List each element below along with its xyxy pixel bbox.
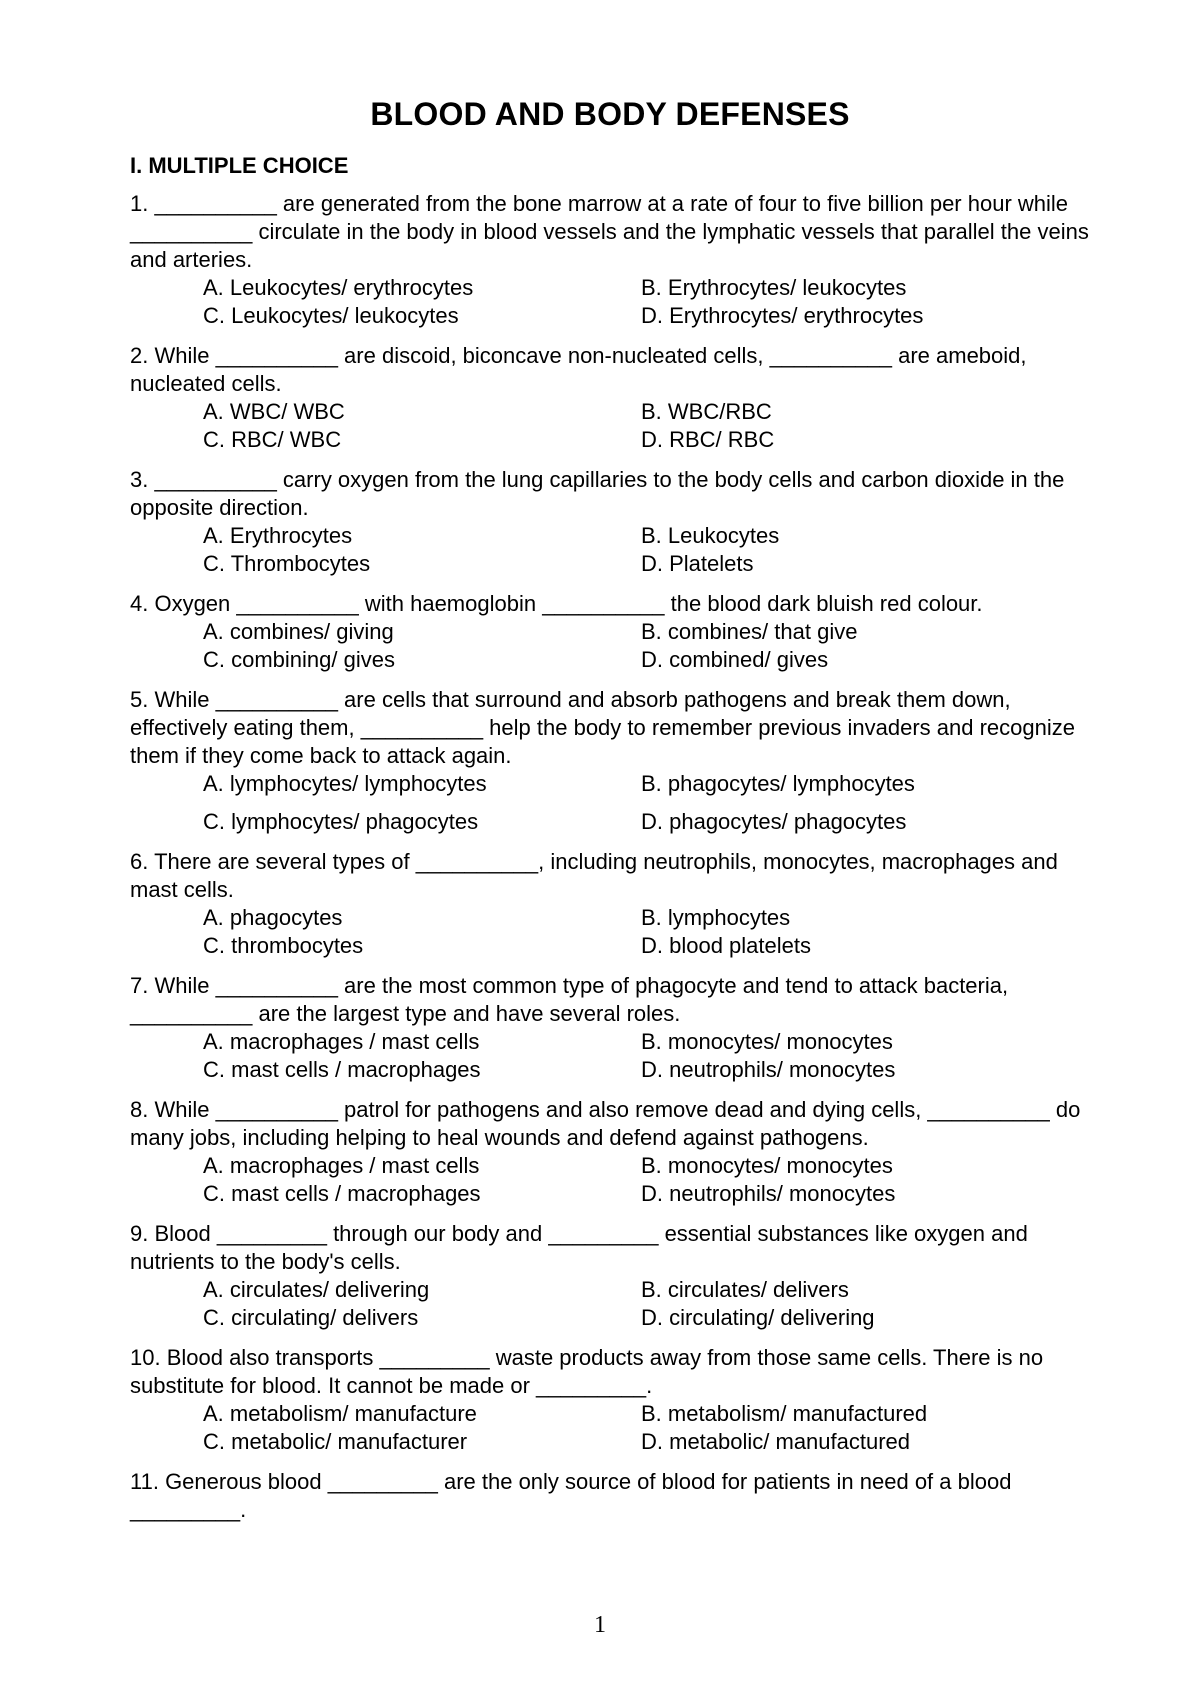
option-b: B. monocytes/ monocytes	[641, 1153, 893, 1178]
question-list	[130, 190, 1090, 1536]
option-grid	[130, 522, 1090, 578]
question-4	[130, 590, 1090, 674]
option-d: D. circulating/ delivering	[641, 1305, 875, 1330]
option-grid	[130, 1400, 1090, 1456]
option-b: B. lymphocytes	[641, 905, 791, 930]
option-b: B. Leukocytes	[641, 523, 780, 548]
option-c: C. combining/ gives	[203, 647, 395, 672]
question-2	[130, 342, 1090, 454]
question-11	[130, 1468, 1090, 1524]
question-stem: 4. Oxygen __________ with haemoglobin __________ the blood dark bluish red colour.	[130, 591, 983, 616]
option-d: D. combined/ gives	[641, 647, 829, 672]
option-a: A. macrophages / mast cells	[203, 1029, 480, 1054]
option-grid	[130, 274, 1090, 330]
option-b: B. circulates/ delivers	[641, 1277, 849, 1302]
option-a: A. lymphocytes/ lymphocytes	[203, 771, 487, 796]
question-7	[130, 972, 1090, 1084]
option-grid	[130, 770, 1090, 836]
page-number: 1	[594, 1612, 606, 1638]
option-b: B. metabolism/ manufactured	[641, 1401, 928, 1426]
option-grid	[130, 1276, 1090, 1332]
question-stem: 3. __________ carry oxygen from the lung capillaries to the body cells and carbon dioxide in the opposite direction.	[130, 467, 1065, 520]
question-6	[130, 848, 1090, 960]
option-b: B. phagocytes/ lymphocytes	[641, 771, 915, 796]
option-grid	[130, 1152, 1090, 1208]
option-d: D. blood platelets	[641, 933, 811, 958]
option-b: B. Erythrocytes/ leukocytes	[641, 275, 907, 300]
question-stem: 10. Blood also transports _________ waste products away from those same cells. There is no substitute for blood. It cannot be made or _________.	[130, 1345, 1044, 1398]
option-d: D. RBC/ RBC	[641, 427, 775, 452]
option-c: C. circulating/ delivers	[203, 1305, 419, 1330]
option-c: C. Leukocytes/ leukocytes	[203, 303, 459, 328]
option-grid	[130, 1028, 1090, 1084]
option-c: C. lymphocytes/ phagocytes	[203, 809, 479, 834]
option-a: A. Erythrocytes	[203, 523, 353, 548]
option-c: C. thrombocytes	[203, 933, 364, 958]
option-b: B. combines/ that give	[641, 619, 858, 644]
option-a: A. macrophages / mast cells	[203, 1153, 480, 1178]
question-5	[130, 686, 1090, 836]
option-d: D. Platelets	[641, 551, 754, 576]
option-d: D. Erythrocytes/ erythrocytes	[641, 303, 924, 328]
option-c: C. RBC/ WBC	[203, 427, 342, 452]
option-b: B. monocytes/ monocytes	[641, 1029, 893, 1054]
option-c: C. Thrombocytes	[203, 551, 371, 576]
option-grid	[130, 904, 1090, 960]
section-heading: I. MULTIPLE CHOICE	[130, 153, 349, 178]
question-1	[130, 190, 1090, 330]
document-title: BLOOD AND BODY DEFENSES	[370, 96, 850, 132]
option-a: A. phagocytes	[203, 905, 343, 930]
question-8	[130, 1096, 1090, 1208]
option-a: A. circulates/ delivering	[203, 1277, 430, 1302]
option-c: C. mast cells / macrophages	[203, 1057, 481, 1082]
option-a: A. metabolism/ manufacture	[203, 1401, 477, 1426]
question-9	[130, 1220, 1090, 1332]
question-stem: 1. __________ are generated from the bone marrow at a rate of four to five billion per hour while __________ circulate in the body in blood vessels and the lymphatic vessels that parallel the veins and arteries.	[130, 191, 1089, 272]
option-b: B. WBC/RBC	[641, 399, 772, 424]
question-stem: 7. While __________ are the most common type of phagocyte and tend to attack bacteria, __________ are the largest type and have several roles.	[130, 973, 1009, 1026]
option-d: D. neutrophils/ monocytes	[641, 1057, 896, 1082]
option-grid	[130, 618, 1090, 674]
question-10	[130, 1344, 1090, 1456]
question-stem: 5. While __________ are cells that surround and absorb pathogens and break them down, effectively eating them, __________ help the body to remember previous invaders and recognize them if they come back to attack again.	[130, 687, 1075, 768]
option-a: A. Leukocytes/ erythrocytes	[203, 275, 474, 300]
option-c: C. metabolic/ manufacturer	[203, 1429, 468, 1454]
question-3	[130, 466, 1090, 578]
option-a: A. combines/ giving	[203, 619, 394, 644]
option-c: C. mast cells / macrophages	[203, 1181, 481, 1206]
question-stem: 2. While __________ are discoid, biconcave non-nucleated cells, __________ are ameboid, nucleated cells.	[130, 343, 1027, 396]
question-stem: 9. Blood _________ through our body and _________ essential substances like oxygen and nutrients to the body's cells.	[130, 1221, 1028, 1274]
option-grid	[130, 398, 1090, 454]
question-stem: 11. Generous blood _________ are the only source of blood for patients in need of a blood _________.	[130, 1469, 1012, 1522]
option-d: D. phagocytes/ phagocytes	[641, 809, 907, 834]
question-stem: 8. While __________ patrol for pathogens and also remove dead and dying cells, __________ do many jobs, including helping to heal wounds and defend against pathogens.	[130, 1097, 1081, 1150]
option-d: D. neutrophils/ monocytes	[641, 1181, 896, 1206]
question-stem: 6. There are several types of __________, including neutrophils, monocytes, macrophages and mast cells.	[130, 849, 1058, 902]
option-d: D. metabolic/ manufactured	[641, 1429, 911, 1454]
option-a: A. WBC/ WBC	[203, 399, 345, 424]
